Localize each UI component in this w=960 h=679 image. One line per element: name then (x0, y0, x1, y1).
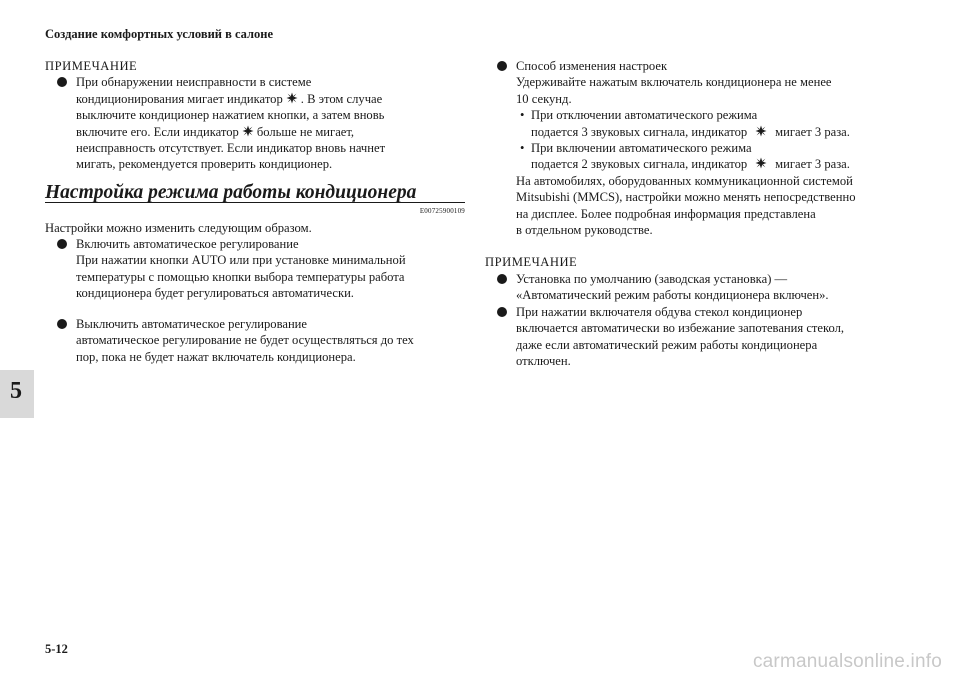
subitem-line: При отключении автоматического режима (531, 108, 758, 123)
note-line: включите его. Если индикатор больше не мигает, (76, 124, 355, 139)
note-title: ПРИМЕЧАНИЕ (45, 59, 138, 73)
method-after (485, 173, 925, 239)
left-column (45, 58, 465, 365)
subitem-line: подается 2 звуковых сигнала, индикатор мигает 3 раза. (531, 157, 850, 172)
bullet-icon (497, 274, 507, 284)
option-title: Выключить автоматическое регулирование (76, 316, 308, 331)
note-line: мигать, рекомендуется проверить кондиционер. (76, 157, 333, 172)
method-line: 10 секунд. (516, 91, 572, 106)
note-line: «Автоматический режим работы кондиционера включен». (516, 288, 829, 303)
method-subitem (485, 140, 925, 156)
bullet-icon (57, 319, 67, 329)
note-title: ПРИМЕЧАНИЕ (485, 255, 578, 270)
bullet-icon (57, 239, 67, 249)
watermark-text: carmanualsonline.info (752, 651, 942, 672)
option-item (45, 316, 465, 365)
bullet-icon (57, 77, 67, 87)
note-line: выключите кондиционер нажатием кнопки, а затем вновь (76, 108, 385, 123)
note-item (485, 271, 925, 304)
bullet-icon (497, 61, 507, 71)
ac-fan-indicator-icon (286, 92, 298, 104)
bullet-icon (497, 307, 507, 317)
note-line: При нажатии включателя обдува стекол кондиционер (516, 304, 803, 319)
option-item (45, 236, 465, 302)
method-after-line: На автомобилях, оборудованных коммуникационной системой (516, 173, 853, 188)
section-heading: Настройка режима работы кондиционера (45, 181, 417, 203)
subitem-line: подается 3 звуковых сигнала, индикатор мигает 3 раза. (531, 124, 850, 139)
section-header: Создание комфортных условий в салоне (45, 27, 274, 41)
page-number: 5-12 (45, 642, 68, 656)
chapter-number: 5 (10, 378, 22, 404)
note-line: При обнаружении неисправности в системе (76, 75, 312, 90)
ac-fan-indicator-icon (242, 125, 254, 137)
note-item (485, 304, 925, 370)
method-subitem (485, 107, 925, 123)
spacer (45, 302, 465, 316)
right-column (485, 58, 925, 369)
note-line: отключен. (516, 353, 571, 368)
option-line: пор, пока не будет нажат включатель кондиционера. (76, 349, 356, 364)
chapter-tab (0, 370, 34, 418)
note-line: кондиционирования мигает индикатор . В этом случае (76, 91, 383, 106)
method-line: Удерживайте нажатым включатель кондиционера не менее (516, 75, 832, 90)
section-code: E00725900109 (419, 207, 465, 216)
method-title: Способ изменения настроек (516, 59, 668, 73)
option-title: Включить автоматическое регулирование (76, 237, 299, 252)
sub-bullet: • (520, 108, 525, 123)
note-line: включается автоматически во избежание запотевания стекол, (516, 321, 845, 336)
subitem-line: При включении автоматического режима (531, 141, 752, 156)
method-after-line: в отдельном руководстве. (516, 223, 653, 238)
ac-fan-indicator-icon (755, 125, 767, 137)
option-line: кондиционера будет регулироваться автоматически. (76, 286, 354, 301)
option-line: При нажатии кнопки AUTO или при установке минимальной (76, 253, 406, 268)
method-after-line: на дисплее. Более подробная информация представлена (516, 206, 816, 221)
option-line: температуры с помощью кнопки выбора температуры работа (76, 269, 405, 284)
option-line: автоматическое регулирование не будет осуществляться до тех (76, 333, 414, 348)
method-item (485, 58, 925, 107)
note-line: даже если автоматический режим работы кондиционера (516, 337, 818, 352)
note-item (45, 74, 465, 172)
sub-bullet: • (520, 141, 525, 156)
note-line: Установка по умолчанию (заводская установка) — (516, 271, 788, 286)
note-line: неисправность отсутствует. Если индикатор вновь начнет (76, 141, 386, 156)
ac-fan-indicator-icon (755, 157, 767, 169)
method-after-line: Mitsubishi (MMCS), настройки можно менять непосредственно (516, 190, 856, 205)
section-intro: Настройки можно изменить следующим образом. (45, 220, 312, 235)
